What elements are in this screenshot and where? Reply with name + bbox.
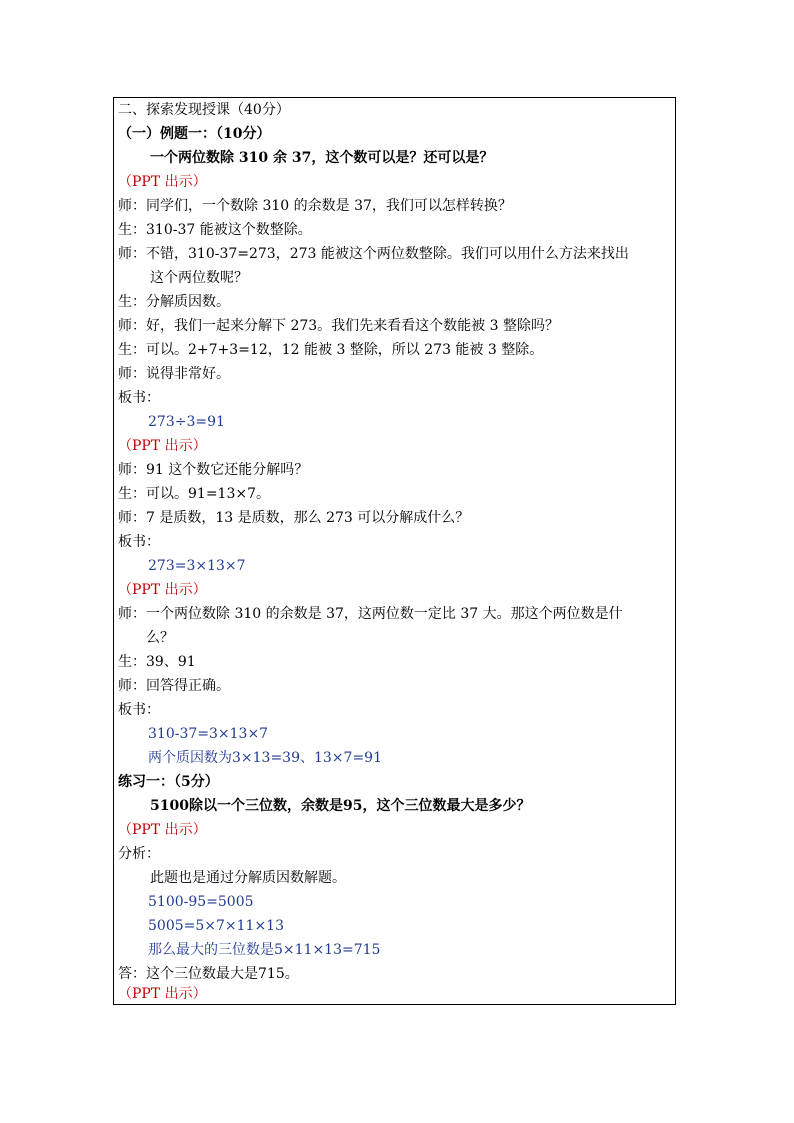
- dialogue-line: 生：可以。91=13×7。: [118, 486, 270, 502]
- board-equation: 273÷3=91: [148, 414, 225, 430]
- dialogue-line-continued: 这个两位数呢？: [150, 270, 248, 286]
- ppt-note: （PPT 出示）: [118, 582, 207, 598]
- dialogue-line: 师：不错，310-37=273，273 能被这个两位数整除。我们可以用什么方法来找出: [118, 246, 629, 262]
- dialogue-line-continued: 么？: [146, 630, 174, 646]
- board-label: 板书：: [118, 702, 160, 718]
- ppt-note: （PPT 出示）: [118, 174, 207, 190]
- ppt-note: （PPT 出示）: [118, 986, 207, 1002]
- example-heading: （一）例题一：（10分）: [118, 126, 271, 142]
- dialogue-line: 生：310-37 能被这个数整除。: [118, 222, 312, 238]
- dialogue-line: 生：分解质因数。: [118, 294, 230, 310]
- analysis-step: 5005=5×7×11×13: [148, 918, 284, 934]
- section-title: 二、探索发现授课（40分）: [118, 102, 290, 118]
- board-label: 板书：: [118, 534, 160, 550]
- analysis-step: 5100-95=5005: [148, 894, 254, 910]
- dialogue-line: 生：可以。2+7+3=12，12 能被 3 整除，所以 273 能被 3 整除。: [118, 342, 544, 358]
- board-equation: 两个质因数为3×13=39、13×7=91: [148, 750, 382, 766]
- example-question: 一个两位数除 310 余 37，这个数可以是？还可以是？: [150, 150, 494, 166]
- ppt-note: （PPT 出示）: [118, 822, 207, 838]
- analysis-step: 那么最大的三位数是5×11×13=715: [148, 942, 381, 958]
- ppt-note: （PPT 出示）: [118, 438, 207, 454]
- dialogue-line: 师：回答得正确。: [118, 678, 230, 694]
- dialogue-line: 师：7 是质数，13 是质数，那么 273 可以分解成什么？: [118, 510, 470, 526]
- analysis-intro: 此题也是通过分解质因数解题。: [150, 870, 346, 886]
- exercise-heading: 练习一：（5分）: [118, 774, 219, 790]
- board-equation: 310-37=3×13×7: [148, 726, 269, 742]
- board-label: 板书：: [118, 390, 160, 406]
- dialogue-line: 师：91 这个数它还能分解吗？: [118, 462, 309, 478]
- dialogue-line: 师：同学们，一个数除 310 的余数是 37，我们可以怎样转换？: [118, 198, 512, 214]
- dialogue-line: 生：39、91: [118, 654, 196, 670]
- exercise-question: 5100除以一个三位数，余数是95，这个三位数最大是多少？: [150, 798, 531, 814]
- answer-line: 答：这个三位数最大是715。: [118, 966, 299, 982]
- dialogue-line: 师：一个两位数除 310 的余数是 37，这两位数一定比 37 大。那这个两位数是什: [118, 606, 623, 622]
- board-equation: 273=3×13×7: [148, 558, 246, 574]
- dialogue-line: 师：好，我们一起来分解下 273。我们先来看看这个数能被 3 整除吗？: [118, 318, 559, 334]
- analysis-label: 分析：: [118, 846, 160, 862]
- dialogue-line: 师：说得非常好。: [118, 366, 230, 382]
